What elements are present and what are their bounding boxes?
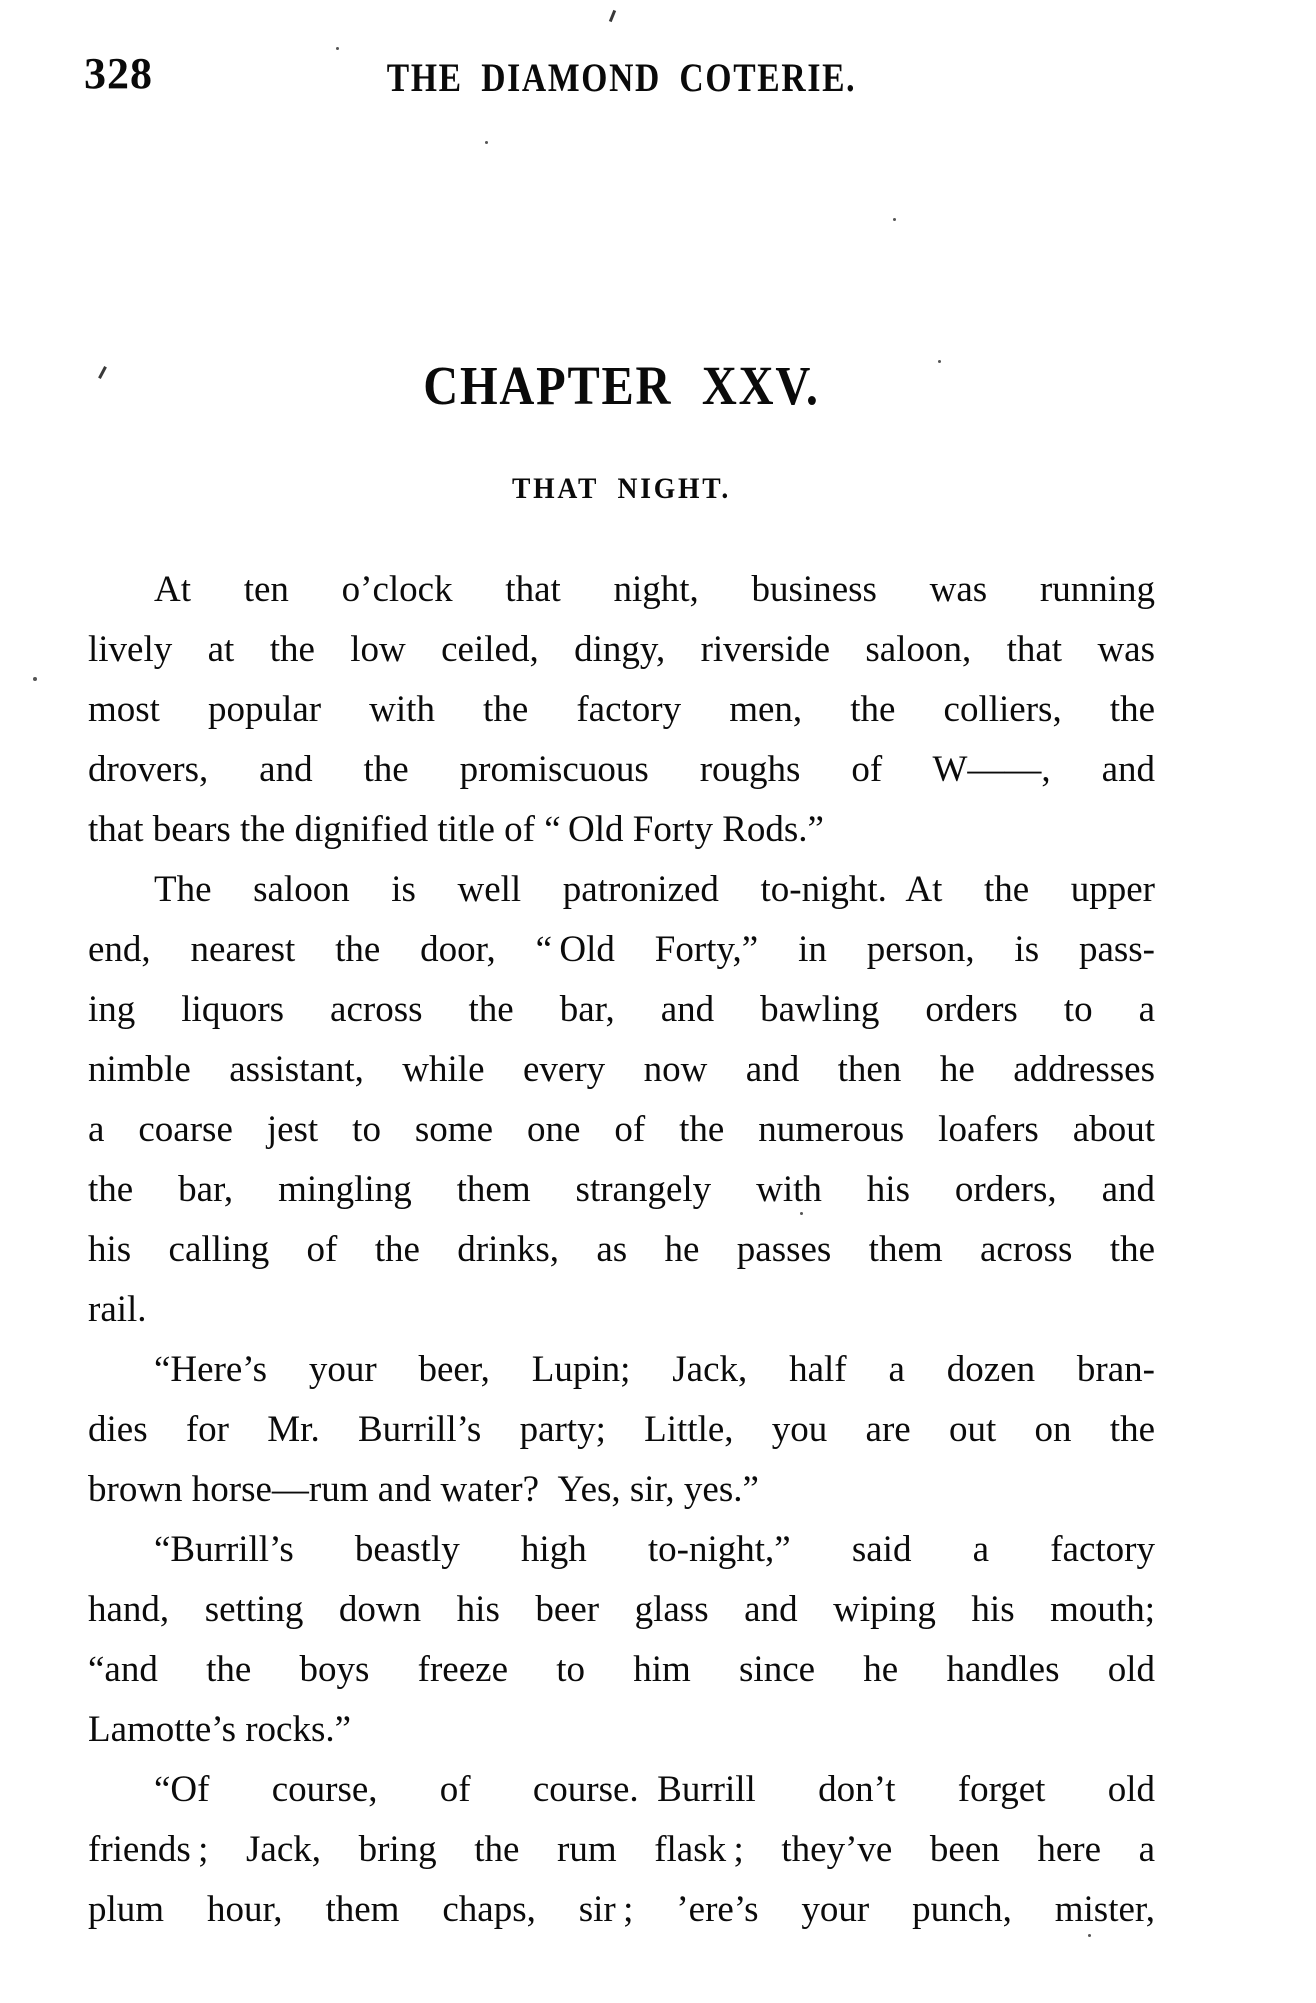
scan-artifact <box>609 10 616 22</box>
text-line: his calling of the drinks, as he passes them across the <box>88 1229 1155 1270</box>
text-line: The saloon is well patronized to-night. At the upper <box>154 869 1155 910</box>
scan-artifact <box>33 677 37 681</box>
body-text <box>88 560 1155 1940</box>
text-line: most popular with the factory men, the colliers, the <box>88 689 1155 730</box>
text-line: “Of course, of course. Burrill don’t forget old <box>154 1769 1155 1810</box>
page-number: 328 <box>84 49 153 98</box>
section-heading: THAT NIGHT. <box>511 472 731 505</box>
text-line: nimble assistant, while every now and then he addresses <box>88 1049 1155 1090</box>
text-line: plum hour, them chaps, sir ; ’ere’s your punch, mister, <box>88 1889 1155 1930</box>
scan-artifact <box>98 366 107 379</box>
text-line: Lamotte’s rocks.” <box>88 1709 352 1750</box>
text-line: friends ; Jack, bring the rum flask ; they’ve been here a <box>88 1829 1155 1870</box>
text-line: dies for Mr. Burrill’s party; Little, you are out on the <box>88 1409 1155 1450</box>
text-line: brown horse—rum and water? Yes, sir, yes.” <box>88 1469 759 1510</box>
text-line: “Here’s your beer, Lupin; Jack, half a dozen bran- <box>154 1349 1155 1390</box>
text-line: “and the boys freeze to him since he handles old <box>88 1649 1155 1690</box>
scan-artifact <box>485 141 488 144</box>
scan-artifact <box>1088 1934 1091 1937</box>
text-line: hand, setting down his beer glass and wiping his mouth; <box>88 1589 1155 1630</box>
text-line: the bar, mingling them strangely with his orders, and <box>88 1169 1155 1210</box>
scan-artifact <box>893 218 896 221</box>
scan-artifact <box>938 360 941 363</box>
text-line: that bears the dignified title of “ Old Forty Rods.” <box>88 809 824 850</box>
text-line: a coarse jest to some one of the numerous loafers about <box>88 1109 1155 1150</box>
running-header: THE DIAMOND COTERIE. <box>386 55 857 100</box>
text-line: drovers, and the promiscuous roughs of W——, and <box>88 749 1155 790</box>
scan-artifact <box>800 1212 803 1215</box>
text-line: “Burrill’s beastly high to-night,” said a factory <box>154 1529 1155 1570</box>
text-line: At ten o’clock that night, business was running <box>154 569 1155 610</box>
chapter-heading: CHAPTER XXV. <box>423 355 820 416</box>
text-line: rail. <box>88 1289 147 1330</box>
scan-artifact <box>336 47 339 50</box>
text-line: ing liquors across the bar, and bawling orders to a <box>88 989 1155 1030</box>
text-line: lively at the low ceiled, dingy, riverside saloon, that was <box>88 629 1155 670</box>
text-line: end, nearest the door, “ Old Forty,” in person, is pass- <box>88 929 1155 970</box>
